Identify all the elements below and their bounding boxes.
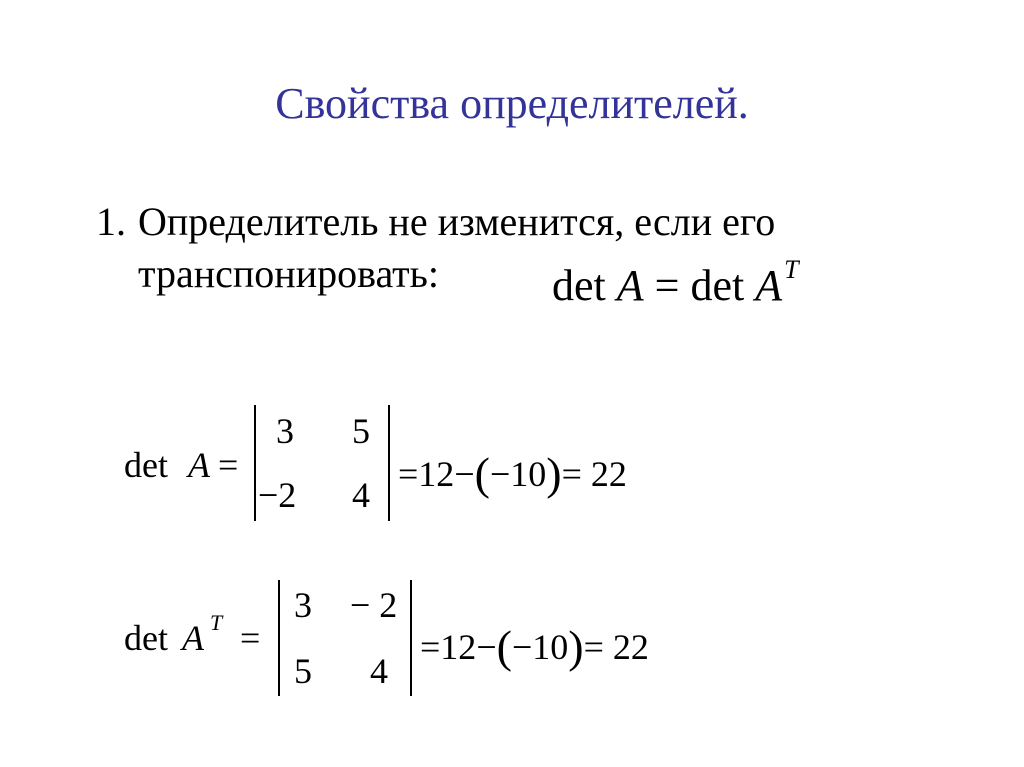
result-value: = 22 — [561, 454, 627, 494]
property-text-line1: Определитель не изменится, если его — [138, 199, 776, 244]
open-paren: ( — [474, 448, 490, 499]
transpose-superscript: T — [210, 610, 223, 635]
close-paren: ) — [546, 448, 562, 499]
det-label: det — [690, 261, 745, 310]
matrix-variable: A — [755, 261, 783, 310]
det-label: det — [124, 618, 168, 658]
determinant-right-bar — [388, 405, 390, 521]
slide-title: Свойства определителей. — [275, 79, 749, 128]
result-expression — [420, 617, 649, 670]
determinant-right-bar — [410, 580, 412, 696]
result-part: =12 — [420, 627, 477, 667]
matrix-cell: 4 — [370, 651, 388, 691]
matrix-variable: A — [616, 261, 644, 310]
result-value: = 22 — [583, 627, 649, 667]
result-part: =12 — [398, 454, 455, 494]
close-paren: ) — [568, 621, 584, 672]
equals-sign: = — [218, 445, 239, 485]
matrix-cell: − 2 — [350, 585, 398, 625]
inner-value: −10 — [511, 627, 569, 667]
minus-sign: − — [476, 627, 497, 667]
result-expression — [398, 444, 627, 497]
det-label: det — [124, 445, 168, 485]
matrix-cell: 4 — [352, 475, 370, 515]
matrix-cell: −2 — [258, 475, 297, 515]
minus-sign: − — [454, 454, 475, 494]
determinant-left-bar — [254, 405, 256, 521]
equals-sign: = — [240, 618, 261, 658]
matrix-cell: 5 — [352, 411, 370, 451]
matrix-cell: 3 — [294, 585, 312, 625]
det-label: det — [552, 261, 606, 310]
equals-sign: = — [654, 261, 680, 310]
inner-value: −10 — [489, 454, 547, 494]
matrix-variable: A — [188, 445, 210, 485]
transpose-superscript: T — [784, 255, 799, 284]
determinant-left-bar — [278, 580, 280, 696]
property-number: 1. — [96, 199, 126, 244]
matrix-cell: 3 — [276, 411, 294, 451]
open-paren: ( — [496, 621, 512, 672]
property-text-line2: транспонировать: — [138, 251, 440, 296]
matrix-variable: A — [182, 618, 204, 658]
main-formula — [552, 255, 799, 311]
matrix-cell: 5 — [294, 651, 312, 691]
